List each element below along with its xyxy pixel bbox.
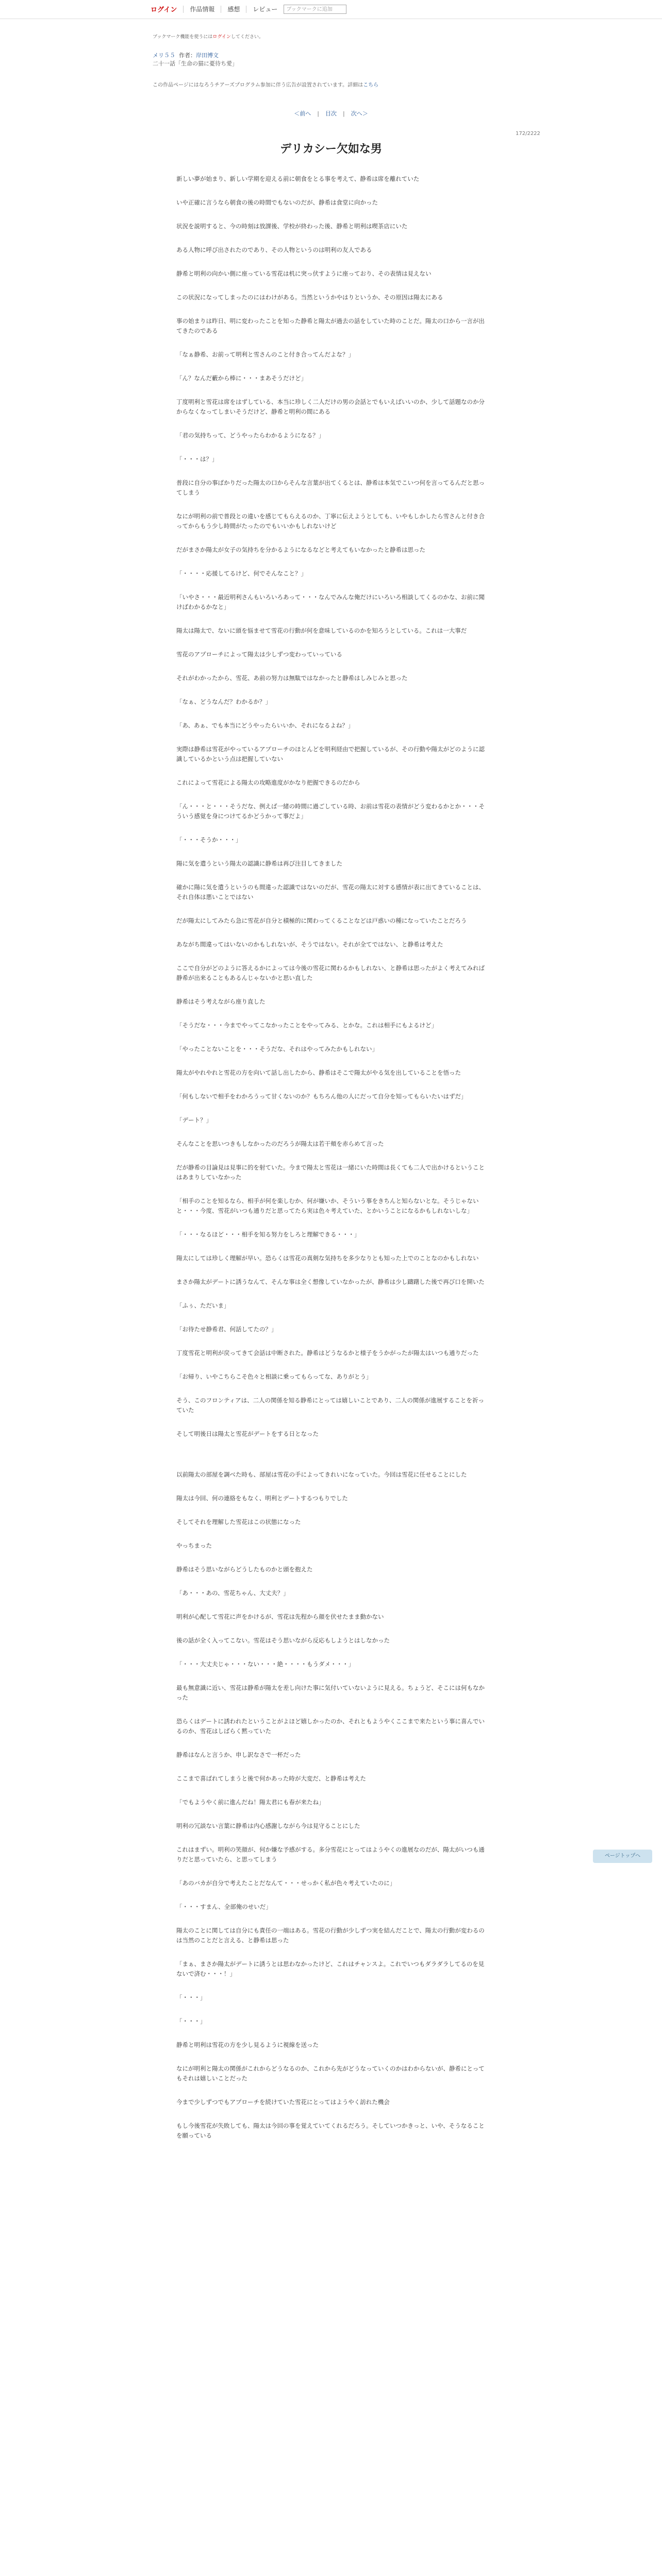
login-link[interactable]: ログイン: [151, 6, 177, 14]
paragraph: 「なぁ、どうなんだ？わかるか？」: [176, 698, 271, 705]
paragraph: 「・・・は？」: [176, 455, 218, 463]
novel-body: [176, 174, 486, 2155]
paragraph: あながち間違ってはいないのかもしれないが、そうではない。それが全てではない、と静希は考えた: [176, 941, 443, 948]
next-link[interactable]: 次へ＞: [351, 110, 368, 117]
paragraph: 陽太にしては珍しく理解が早い。恐らくは雪花の真剣な気持ちを多少なりとも知った上でのことなのかもしれない: [176, 1255, 479, 1262]
paragraph: それがわかったから、雪花、あ前の努力は無駄ではなかったと静希はしみじみと思った: [176, 674, 408, 682]
page-title: デリカシー欠如な男: [280, 143, 382, 156]
paragraph: 「あ・・・あの、雪花ちゃん、大丈夫？」: [176, 1589, 289, 1597]
nav-divider: [183, 6, 184, 13]
prev-link[interactable]: ＜前へ: [294, 110, 311, 117]
paragraph: 新しい夢が始まり、新しい学期を迎える前に朝食をとる事を考えて、静希は席を離れていた: [176, 175, 420, 182]
bookmark-add-button[interactable]: ブックマークに追加: [284, 5, 346, 14]
paragraph: なにが明利の前で普段との違いを感じてもらえるのか、丁寧に伝えようとしても、いやもしかしたら雪さんと付き合ってからもう少し時間がたったのでもいいかもしれないけど: [176, 513, 485, 530]
paragraph: 静希はなんと言うか、申し訳なさで一杯だった: [176, 1751, 301, 1758]
paragraph: 実際は静希は雪花がやっているアプローチのほとんどを明利経由で把握しているが、その行動や陽太がどのように認識しているかという点は把握していない: [176, 745, 485, 762]
paragraph: 「お帰り、いやこちらこそ色々と相談に乗ってもらってな、ありがとう」: [176, 1373, 372, 1380]
ad-notice-link[interactable]: こちら: [363, 82, 379, 88]
paragraph: 「まぁ、まさか陽太がデートに誘うとは思わなかったけど、これはチャンスよ。これでいつもダラダラしてるのを見ないで済む・・・！」: [176, 1960, 485, 1977]
page-top-button[interactable]: ページトップへ: [593, 1850, 652, 1863]
paragraph: 「でもようやく前に進んだね！陽太君にも春が来たね」: [176, 1799, 325, 1806]
paragraph: 普段に自分の事ばかりだった陽太の口からそんな言葉が出てくるとは、静希は本気でこいつ何を言ってるんだと思ってしまう: [176, 479, 485, 496]
paragraph: そして明後日は陽太と雪花がデートをする日となった: [176, 1430, 319, 1437]
novel-meta: [153, 52, 238, 68]
paragraph: 「・・・すまん、全部俺のせいだ」: [176, 1903, 272, 1910]
paragraph: ここで自分がどのように答えるかによっては今後の雪花に関わるかもしれない、と静希は思ったがよく考えてみれば静希が出来ることもあるんじゃないかと思い直した: [176, 964, 485, 981]
ad-notice-text: この作品ページにはなろうチアーズプログラム参加に伴う広告が設置されています。詳細は: [153, 82, 363, 88]
paragraph: やっちまった: [176, 1542, 212, 1549]
paragraph: 静希はそう考えながら座り直した: [176, 998, 266, 1005]
paragraph: ある人物に呼び出されたのであり、その人物というのは明利の友人である: [176, 246, 372, 253]
paragraph: 状況を説明すると、今の時刻は放課後、学校が終わった後、静希と明利は喫茶店にいた: [176, 223, 408, 230]
paragraph: 陽太のことに関しては自分にも責任の一端はある。雪花の行動が少しずつ実を結んだことで、陽太の行動が変わるのは当然のことだと言える、と静希は思った: [176, 1927, 485, 1944]
paragraph: 確かに陽に気を遣うというのも間違った認識ではないのだが、雪花の陽太に対する感情が表に出てきていることは、それ自体は悪いことではない: [176, 884, 485, 901]
chapter-subtitle: 二十一話「生命の猫に憂待ち愛」: [153, 60, 238, 67]
paragraph: 後の話が全く入ってこない。雪花はそう思いながら反応もしようとはしなかった: [176, 1637, 390, 1644]
paragraph: これはまずい。明利の笑顔が、何か嫌な予感がする。多分雪花にとってはようやくの進展なのだが、陽太がいつも通りだと思っていたら、と思ってしまう: [176, 1846, 485, 1863]
bookmark-note: [153, 33, 263, 40]
paragraph: 「・・・」: [176, 1994, 206, 2001]
paragraph: 「あのバカが自分で考えたことだなんて・・・せっかく私が色々考えていたのに」: [176, 1879, 396, 1887]
paragraph: 「・・・大丈夫じゃ・・・ない・・・絶・・・・もうダメ・・・」: [176, 1660, 354, 1668]
bookmark-note-suffix: してください。: [230, 35, 263, 40]
paragraph: まさか陽太がデートに誘うなんて、そんな事は全く想像していなかったが、静希は少し躊躇した後で再び口を開いた: [176, 1278, 485, 1285]
paragraph: ここまで喜ばれてしまうと後で何かあった時が大変だ、と静希は考えた: [176, 1775, 366, 1782]
paragraph: 事の始まりは昨日、明に変わったことを知った静希と陽太が過去の話をしていた時のことだ。陽太の口から一言が出てきたのである: [176, 317, 485, 334]
paragraph: 最も無意識に近い、雪花は静希が陽太を差し向けた事に気付いていないように見える。ちょうど、そこには何もなかった: [176, 1684, 485, 1701]
paragraph: 「ん・・・と・・・そうだな、例えば一緒の時間に過ごしている時、お前は雪花の表情がどう変わるかとか・・・そういう感覚を身につけてるかどうかって事だよ」: [176, 803, 485, 820]
paragraph: 恐らくはデートに誘われたということがよほど嬉しかったのか、それともようやくここまで来たという事に喜んでいるのか、雪花はしばらく黙っていた: [176, 1718, 485, 1735]
paragraph: 「なぁ静希、お前って明利と雪さんのこと付き合ってんだよな？」: [176, 351, 354, 358]
paragraph: もし今後雪花が失敗しても、陽太は今回の事を覚えていてくれるだろう。そしていつかきっと、いや、そうなることを願っている: [176, 2122, 485, 2139]
nav-item-reviews[interactable]: レビュー: [253, 6, 278, 13]
author-link[interactable]: 岸田博文: [196, 52, 219, 59]
paragraph: これによって雪花による陽太の攻略進度がかなり把握できるのだから: [176, 779, 360, 786]
paragraph: 静希と明利の向かい側に座っている雪花は机に突っ伏すように座っており、その表情は見えない: [176, 270, 432, 277]
paragraph: いや正確に言うなら朝食の後の時間でもないのだが、静希は食堂に向かった: [176, 199, 378, 206]
nav-item-info[interactable]: 作品情報: [190, 6, 215, 13]
bookmark-login-link[interactable]: ログイン: [212, 35, 231, 40]
paragraph: 雪花のアプローチによって陽太は少しずつ変わっていっている: [176, 651, 342, 658]
main-nav: [151, 4, 346, 14]
paragraph: 陽に気を遣うという陽太の認識に静希は再び注目してきました: [176, 860, 342, 867]
paragraph: この状況になってしまったのにはわけがある。当然というかやはりというか、その原因は陽太にある: [176, 294, 443, 301]
paragraph: 「相手のことを知るなら、相手が何を楽しむか、何が嫌いか、そういう事をきちんと知らないとな。そうじゃないと・・・今度、雪花がいつも通りだと思ってたら実は色々考えていた、とかいうことになるかもしれないしな」: [176, 1197, 479, 1214]
paragraph: 以前陽太の部屋を調べた時も、部屋は雪花の手によってきれいになっていた。今回は雪花に任せることにした: [176, 1471, 467, 1478]
paragraph: 「デート？」: [176, 1116, 212, 1124]
paragraph: 明利が心配して雪花に声をかけるが、雪花は先程から顔を伏せたまま動かない: [176, 1613, 384, 1620]
paragraph: 「やったことないことを・・・そうだな、それはやってみたかもしれない」: [176, 1045, 378, 1053]
paragraph: 陽太がやれやれと雪花の方を向いて話し出したから、静希はそこで陽太がやる気を出していることを悟った: [176, 1069, 461, 1076]
paragraph: 「君の気持ちって、どうやったらわかるようになる？」: [176, 432, 325, 439]
episode-number: 172/2222: [516, 131, 540, 137]
paragraph: 今まで少しずつでもアプローチを続けていた雪花にとってはようやく訪れた機会: [176, 2098, 390, 2106]
paragraph: 明利の冗談ない言葉に静希は内心感謝しながら今は見守ることにした: [176, 1822, 360, 1829]
bookmark-note-prefix: ブックマーク機能を使うには: [153, 35, 213, 40]
paragraph: 「何もしないで相手をわかろうって甘くないのか？もちろん他の人にだって自分を知ってもらいたいはずだ」: [176, 1093, 467, 1100]
paragraph: 丁度雪花と明利が戻ってきて会話は中断された。静希はどうなるかと様子をうかがったが陽太はいつも通りだった: [176, 1349, 479, 1357]
paragraph: 「・・・・応援してるけど、何でそんなこと？」: [176, 570, 307, 577]
paragraph: 「お待たせ静希君、何話してたの？」: [176, 1326, 277, 1333]
paragraph: 「・・・」: [176, 2018, 206, 2025]
paragraph: 陽太は陽太で、ないに頭を悩ませて雪花の行動が何を意味しているのかを知ろうとしている。これは一大事だ: [176, 627, 467, 634]
paragraph: そしてそれを理解した雪花はこの状態になった: [176, 1518, 301, 1526]
paragraph: 「あ、あぁ、でも本当にどうやったらいいか、それになるよね？」: [176, 722, 354, 729]
paragraph: そんなことを思いつきもしなかったのだろうが陽太は若干頬を赤らめて言った: [176, 1140, 384, 1147]
paragraph: 丁度明利と雪花は席をはずしている、本当に珍しく二人だけの男の会話とでもいえばいいのか、少して話題なのか分からなくなってしまいそうだけど、静希と明利の間にある: [176, 398, 485, 415]
paragraph: 「・・・そうか・・・」: [176, 836, 242, 843]
paragraph: 「ん？なんだ藪から棒に・・・まあそうだけど」: [176, 375, 307, 382]
author-label: 作者：: [179, 52, 196, 59]
paragraph: 静希はそう思いながらどうしたものかと頭を抱えた: [176, 1566, 313, 1573]
paragraph: なにが明利と陽太の関係がこれからどうなるのか、これから先がどうなっていくのかはわからないが、静希にとってもそれは嬉しいことだった: [176, 2065, 485, 2082]
paragraph: 「・・・なるほど・・・相手を知る努力をしろと理解できる・・・」: [176, 1231, 360, 1238]
series-link[interactable]: メリ５５: [153, 52, 175, 59]
paragraph: 「ふぅ、ただいま」: [176, 1302, 230, 1309]
paragraph: 「そうだな・・・今までやってこなかったことをやってみる、とかな。これは相手にもよるけど」: [176, 1022, 437, 1029]
nav-item-impressions[interactable]: 感想: [227, 6, 240, 13]
paragraph: 陽太は今回、何の連絡をもなく、明利とデートするつもりでした: [176, 1495, 348, 1502]
paragraph: だが陽太にしてみたら急に雪花が自分と積極的に関わってくることなどは戸惑いの種になっていたことだろう: [176, 917, 467, 924]
pager-top: ＜前へ | 目次 | 次へ＞: [294, 110, 368, 117]
toc-link[interactable]: 目次: [325, 110, 337, 117]
ad-notice: [153, 80, 378, 88]
paragraph: 「いやさ・・・最近明利さんもいろいろあって・・・なんでみんな俺だけにいろいろ相談してくるのかな、お前に聞けばわかるかなと」: [176, 594, 485, 611]
top-bar: [0, 0, 662, 19]
paragraph: 静希と明利は雪花の方を少し見るように視線を送った: [176, 2041, 319, 2048]
paragraph: そう、このフロンティアは、二人の関係を知る静希にとっては嬉しいことであり、二人の関係が進展することを祈っていた: [176, 1397, 484, 1414]
paragraph: だがまさか陽太が女子の気持ちを分かるようになるなどと考えてもいなかったと静希は思った: [176, 546, 425, 553]
paragraph: だが静希の目論見は見事に的を射ていた。今まで陽太と雪花は一緒にいた時間は長くても二人で出かけるということはあまりしていなかった: [176, 1164, 485, 1181]
